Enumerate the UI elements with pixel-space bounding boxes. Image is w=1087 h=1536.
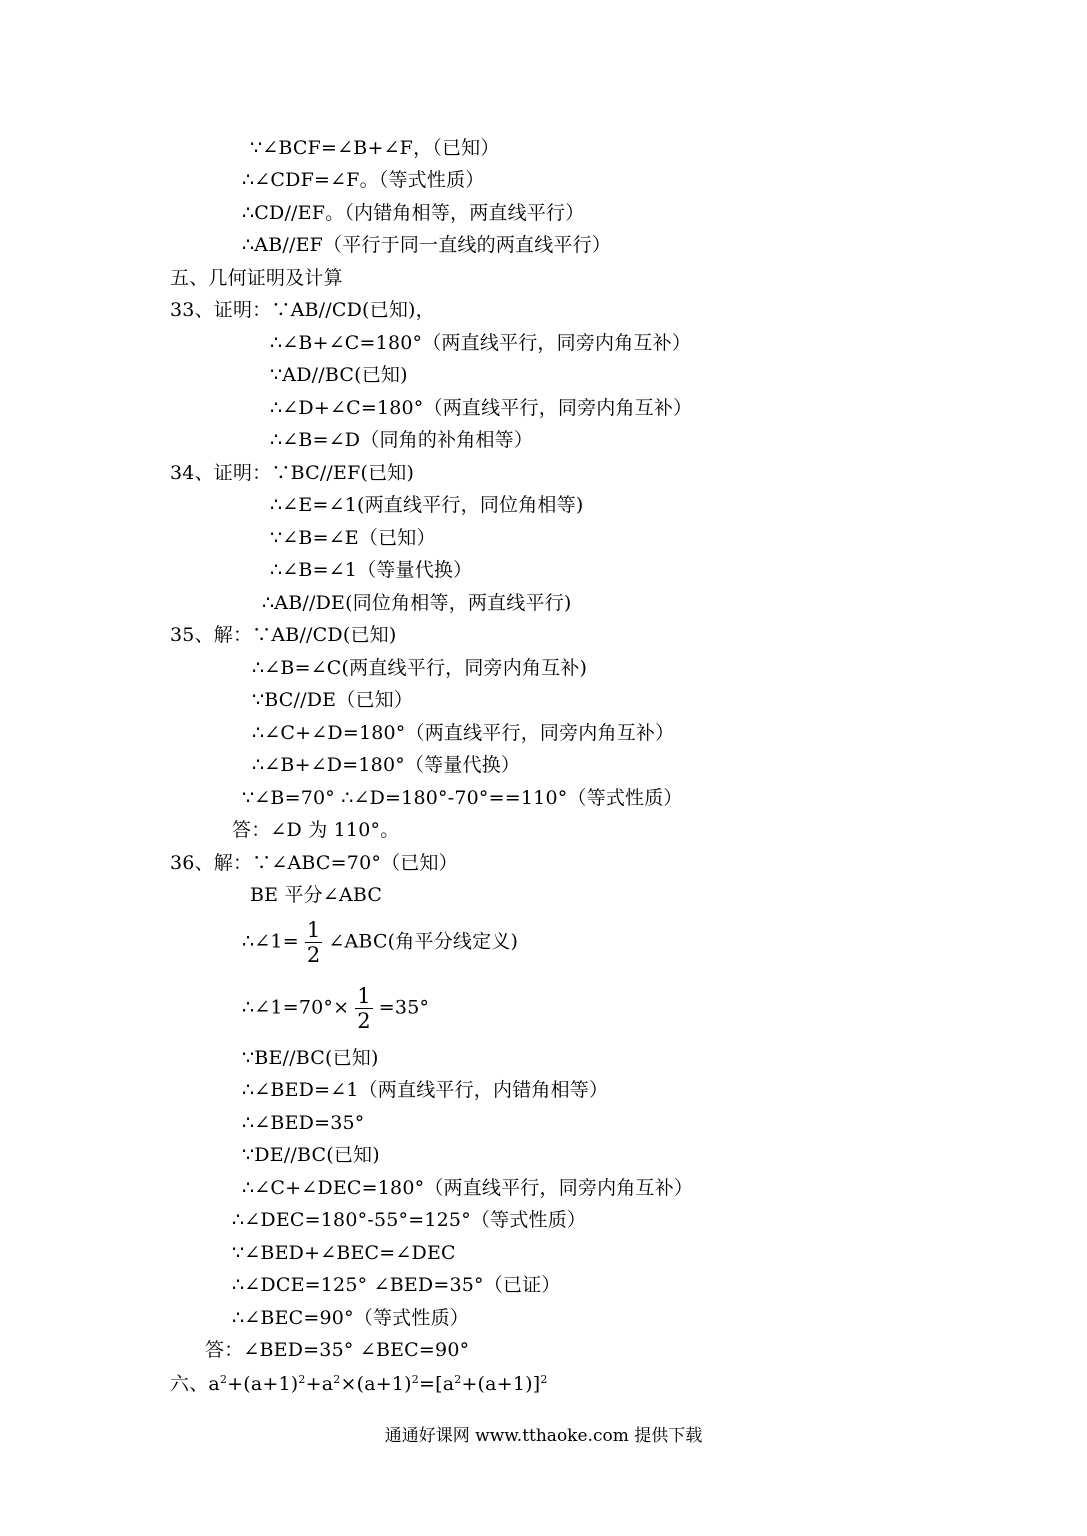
text-line: ∴∠BED=∠1（两直线平行，内错角相等）: [242, 1079, 609, 1101]
text-line: ∴∠CDF=∠F。（等式性质）: [242, 169, 485, 191]
fraction-denominator: 2: [306, 943, 321, 967]
section-heading: 五、几何证明及计算: [170, 267, 343, 289]
text-line: ∵∠B=∠E（已知）: [270, 527, 436, 549]
text-line: ∵BE//BC(已知): [242, 1047, 379, 1069]
text-line: ∴∠D+∠C=180°（两直线平行，同旁内角互补）: [270, 397, 693, 419]
fraction-prefix: ∴∠1=: [242, 930, 299, 953]
formula-part: 六、a: [170, 1373, 220, 1395]
exponent: 2: [219, 1373, 228, 1386]
formula-part: +(a+1)]: [461, 1373, 541, 1395]
fraction-denominator: 2: [357, 1009, 371, 1033]
text-line: ∴∠B=∠D（同角的补角相等）: [270, 429, 534, 451]
text-line: ∴∠B+∠C=180°（两直线平行，同旁内角互补）: [270, 332, 692, 354]
fraction-line: [242, 918, 518, 967]
text-line: ∴CD//EF。（内错角相等，两直线平行）: [242, 202, 585, 224]
exponent: 2: [540, 1373, 548, 1386]
problem-36-heading: 36、解：∵∠ABC=70°（已知）: [170, 852, 458, 874]
formula-part: +(a+1): [227, 1373, 299, 1395]
formula-part: =[a: [418, 1373, 455, 1395]
exponent: 2: [411, 1373, 419, 1386]
problem-34-heading: 34、证明：∵BC//EF(已知): [170, 462, 415, 484]
fraction-suffix: =35°: [378, 996, 430, 1019]
text-line: ∴∠E=∠1(两直线平行，同位角相等): [270, 494, 584, 516]
exponent: 2: [333, 1373, 341, 1386]
text-line: ∴AB//EF（平行于同一直线的两直线平行）: [242, 234, 612, 256]
formula-part: ×(a+1): [340, 1373, 412, 1395]
text-line: ∴∠DEC=180°-55°=125°（等式性质）: [232, 1209, 587, 1231]
exponent: 2: [298, 1373, 306, 1386]
fraction-numerator: 1: [306, 918, 321, 942]
fraction: [355, 984, 373, 1033]
text-line: ∵∠BED+∠BEC=∠DEC: [232, 1242, 456, 1264]
text-line: ∴∠B=∠C(两直线平行，同旁内角互补): [252, 657, 588, 679]
text-line: ∵∠BCF=∠B+∠F，（已知）: [250, 137, 500, 159]
text-line: ∵AD//BC(已知): [270, 364, 408, 386]
exponent: 2: [454, 1373, 462, 1386]
text-line: ∵BC//DE（已知）: [252, 689, 414, 711]
text-line: BE 平分∠ABC: [250, 884, 383, 906]
text-line: ∴AB//DE(同位角相等，两直线平行): [262, 592, 572, 614]
fraction-suffix: ∠ABC(角平分线定义): [328, 930, 519, 953]
fraction-prefix: ∴∠1=70°×: [242, 996, 350, 1019]
text-line: ∴∠BED=35°: [242, 1112, 365, 1134]
section-six-formula: [170, 1372, 548, 1396]
fraction-numerator: 1: [357, 984, 371, 1008]
answer-line: 答：∠BED=35° ∠BEC=90°: [205, 1339, 470, 1361]
text-line: ∴∠B=∠1（等量代换）: [270, 559, 473, 581]
problem-35-heading: 35、解：∵AB//CD(已知): [170, 624, 397, 646]
text-line: ∴∠BEC=90°（等式性质）: [232, 1307, 469, 1329]
fraction: [305, 918, 323, 967]
text-line: ∵∠B=70° ∴∠D=180°-70°==110°（等式性质）: [242, 787, 683, 809]
formula-part: +a: [305, 1373, 334, 1395]
text-line: ∴∠C+∠DEC=180°（两直线平行，同旁内角互补）: [242, 1177, 694, 1199]
problem-33-heading: 33、证明：∵AB//CD(已知)，: [170, 299, 435, 321]
fraction-line: [242, 984, 429, 1033]
text-line: ∴∠C+∠D=180°（两直线平行，同旁内角互补）: [252, 722, 675, 744]
answer-line: 答：∠D 为 110°。: [232, 819, 400, 841]
text-line: ∵DE//BC(已知): [242, 1144, 380, 1166]
text-line: ∴∠B+∠D=180°（等量代换）: [252, 754, 521, 776]
text-line: ∴∠DCE=125° ∠BED=35°（已证）: [232, 1274, 561, 1296]
page-footer: 通通好课网 www.tthaoke.com 提供下载: [384, 1426, 703, 1446]
